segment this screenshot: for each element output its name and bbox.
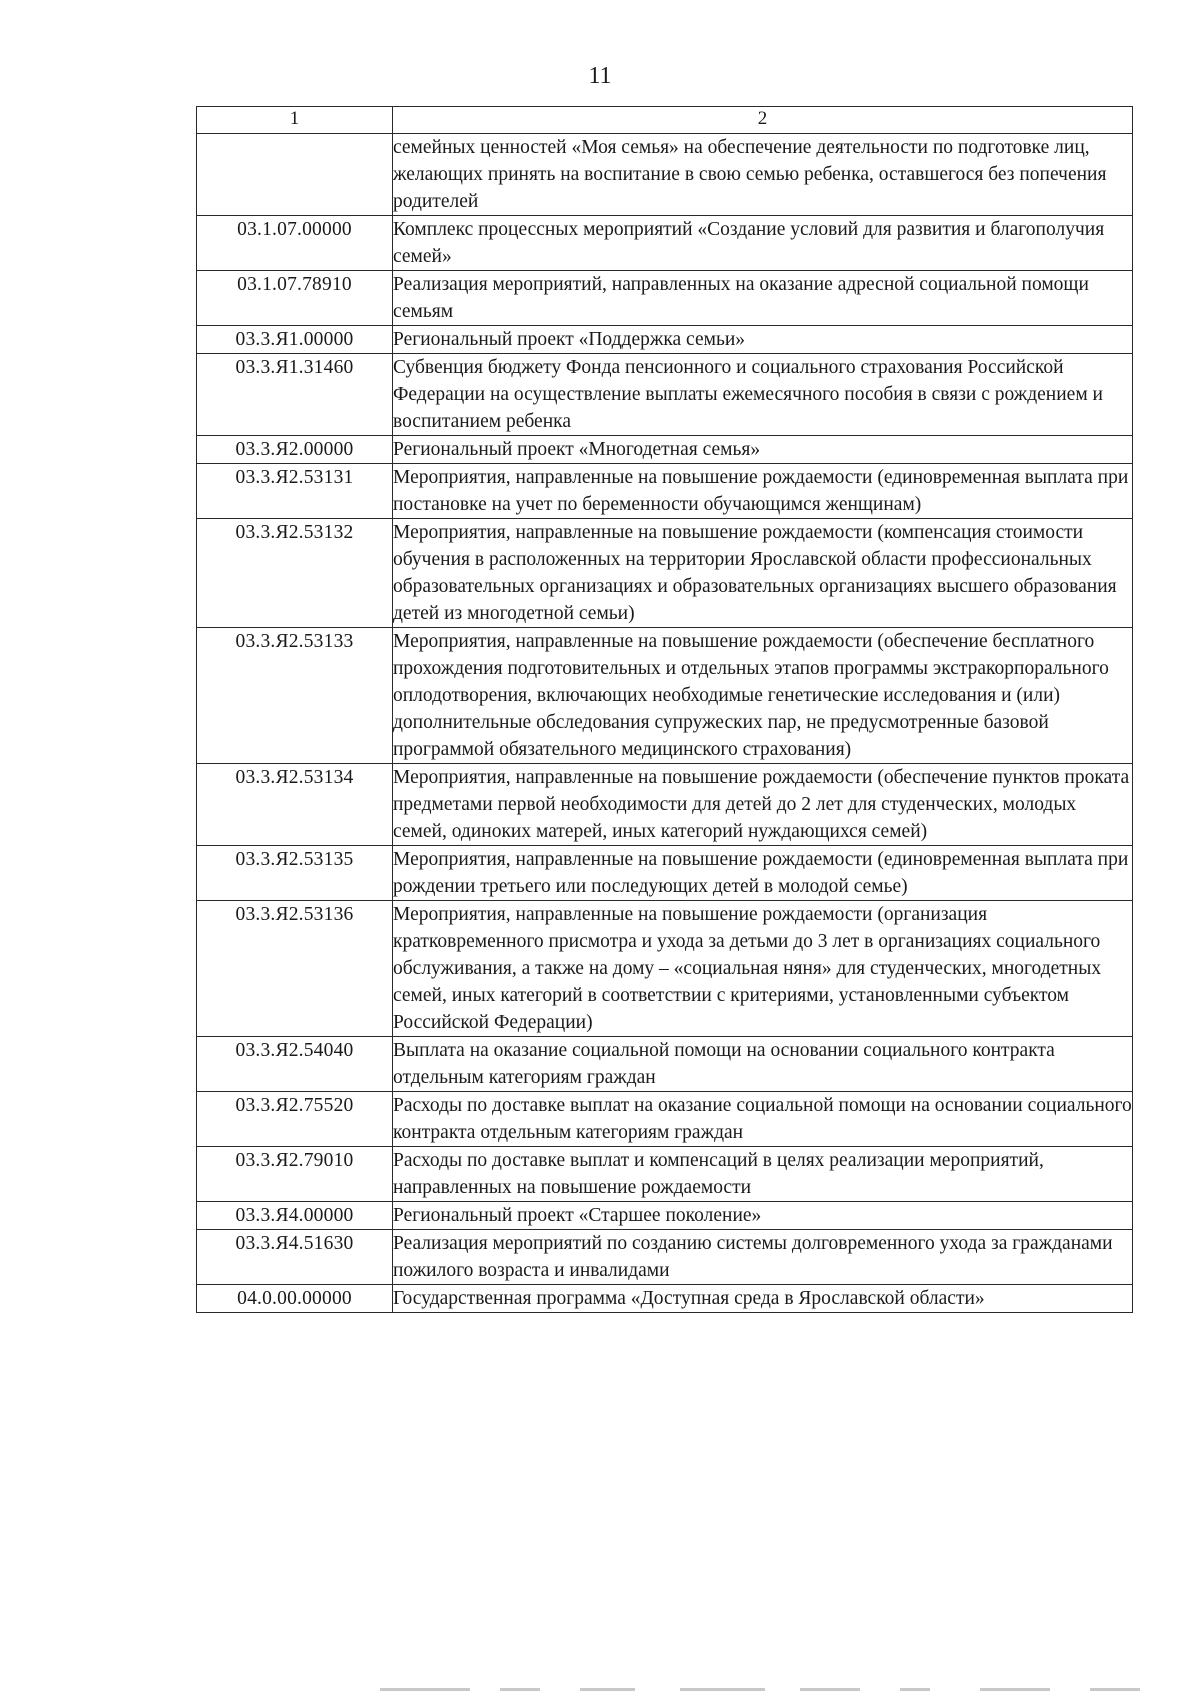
table-row: [197, 519, 1133, 628]
classification-code-cell: 03.3.Я2.53136: [197, 901, 393, 1037]
table-row: [197, 1092, 1133, 1147]
description-cell: Региональный проект «Старшее поколение»: [393, 1202, 1133, 1230]
table-row: [197, 764, 1133, 846]
table-header-row: [197, 107, 1133, 134]
scan-edge-marks: [380, 1688, 1170, 1692]
description-cell: Мероприятия, направленные на повышение рождаемости (обеспечение пунктов проката предметами первой необходимости для детей до 2 лет для студенческих, молодых семей, одиноких матерей, иных категорий нуждающихся семей): [393, 764, 1133, 846]
classification-code-cell: 03.3.Я2.53135: [197, 846, 393, 901]
description-cell: Мероприятия, направленные на повышение рождаемости (организация кратковременного присмотра и ухода за детьми до 3 лет в организациях социального обслуживания, а также на дому – «социальная няня» для студенческих, многодетных семей, иных категорий в соответствии с критериями, установленными субъектом Российской Федерации): [393, 901, 1133, 1037]
description-cell: Комплекс процессных мероприятий «Создание условий для развития и благополучия семей»: [393, 216, 1133, 271]
classification-code-cell: 03.3.Я2.53133: [197, 628, 393, 764]
classification-code-cell: 04.0.00.00000: [197, 1285, 393, 1313]
table-row: [197, 216, 1133, 271]
column-header-code: 1: [197, 107, 393, 134]
description-cell: Выплата на оказание социальной помощи на основании социального контракта отдельным категориям граждан: [393, 1037, 1133, 1092]
description-cell: Реализация мероприятий по созданию системы долговременного ухода за гражданами пожилого возраста и инвалидами: [393, 1230, 1133, 1285]
table-row: [197, 1285, 1133, 1313]
classification-code-cell: 03.3.Я1.31460: [197, 354, 393, 436]
description-cell: Региональный проект «Поддержка семьи»: [393, 326, 1133, 354]
table-row: [197, 464, 1133, 519]
classification-code-cell: 03.3.Я2.75520: [197, 1092, 393, 1147]
classification-code-cell: 03.3.Я2.00000: [197, 436, 393, 464]
table-row: [197, 901, 1133, 1037]
table-row: [197, 846, 1133, 901]
description-cell: Субвенция бюджету Фонда пенсионного и социального страхования Российской Федерации на осуществление выплаты ежемесячного пособия в связи с рождением и воспитанием ребенка: [393, 354, 1133, 436]
table-row: [197, 134, 1133, 216]
classification-code-cell: 03.3.Я2.79010: [197, 1147, 393, 1202]
table-row: [197, 354, 1133, 436]
classification-code-cell: 03.3.Я2.53131: [197, 464, 393, 519]
description-cell: семейных ценностей «Моя семья» на обеспечение деятельности по подготовке лиц, желающих принять на воспитание в свою семью ребенка, оставшегося без попечения родителей: [393, 134, 1133, 216]
classification-code-cell: 03.3.Я4.51630: [197, 1230, 393, 1285]
table-row: [197, 271, 1133, 326]
table-row: [197, 1037, 1133, 1092]
description-cell: Расходы по доставке выплат на оказание социальной помощи на основании социального контракта отдельным категориям граждан: [393, 1092, 1133, 1147]
table-row: [197, 1202, 1133, 1230]
classification-code-cell: 03.3.Я1.00000: [197, 326, 393, 354]
column-header-description: 2: [393, 107, 1133, 134]
budget-classification-table: [196, 106, 1133, 1313]
classification-code-cell: 03.1.07.00000: [197, 216, 393, 271]
page-number: 11: [588, 63, 612, 89]
description-cell: Мероприятия, направленные на повышение рождаемости (единовременная выплата при рождении третьего или последующих детей в молодой семье): [393, 846, 1133, 901]
classification-code-cell: 03.3.Я2.53134: [197, 764, 393, 846]
description-cell: Государственная программа «Доступная среда в Ярославской области»: [393, 1285, 1133, 1313]
table-row: [197, 1230, 1133, 1285]
description-cell: Мероприятия, направленные на повышение рождаемости (обеспечение бесплатного прохождения подготовительных и отдельных этапов программы экстракорпорального оплодотворения, включающих необходимые генетические исследования и (или) дополнительные обследования супружеских пар, не предусмотренные базовой программой обязательного медицинского страхования): [393, 628, 1133, 764]
description-cell: Расходы по доставке выплат и компенсаций в целях реализации мероприятий, направленных на повышение рождаемости: [393, 1147, 1133, 1202]
classification-code-cell: [197, 134, 393, 216]
description-cell: Региональный проект «Многодетная семья»: [393, 436, 1133, 464]
table-body: [197, 134, 1133, 1313]
table-row: [197, 1147, 1133, 1202]
description-cell: Реализация мероприятий, направленных на оказание адресной социальной помощи семьям: [393, 271, 1133, 326]
classification-code-cell: 03.3.Я2.53132: [197, 519, 393, 628]
table-row: [197, 436, 1133, 464]
table-row: [197, 326, 1133, 354]
table-row: [197, 628, 1133, 764]
description-cell: Мероприятия, направленные на повышение рождаемости (единовременная выплата при постановке на учет по беременности обучающимся женщинам): [393, 464, 1133, 519]
classification-code-cell: 03.1.07.78910: [197, 271, 393, 326]
classification-code-cell: 03.3.Я2.54040: [197, 1037, 393, 1092]
description-cell: Мероприятия, направленные на повышение рождаемости (компенсация стоимости обучения в расположенных на территории Ярославской области профессиональных образовательных организациях и образовательных организациях высшего образования детей из многодетной семьи): [393, 519, 1133, 628]
classification-code-cell: 03.3.Я4.00000: [197, 1202, 393, 1230]
